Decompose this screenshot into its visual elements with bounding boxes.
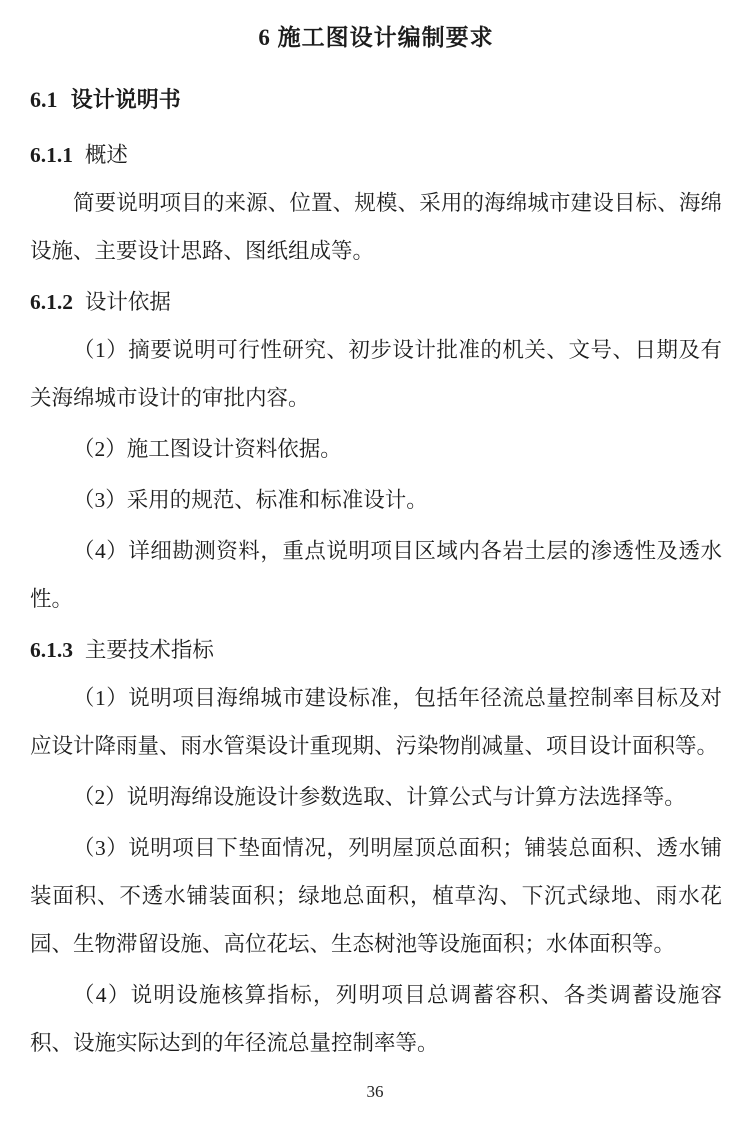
subsection-number: 6.1.3: [30, 638, 73, 662]
paragraph: 简要说明项目的来源、位置、规模、采用的海绵城市建设目标、海绵设施、主要设计思路、图纸组成等。: [30, 191, 722, 263]
paragraph: （1）说明项目海绵城市建设标准，包括年径流总量控制率目标及对应设计降雨量、雨水管渠设计重现期、污染物削减量、项目设计面积等。: [30, 686, 722, 758]
section-number: 6.1: [30, 87, 58, 112]
subsection-title: 设计依据: [84, 290, 171, 314]
subsection-title: 概述: [84, 143, 128, 167]
subsection-heading-6-1-1: [30, 131, 722, 179]
subsection-number: 6.1.1: [30, 143, 73, 167]
subsection-title: 主要技术指标: [84, 638, 214, 662]
paragraph: （2）说明海绵设施设计参数选取、计算公式与计算方法选择等。: [73, 785, 686, 809]
paragraph: （3）说明项目下垫面情况，列明屋顶总面积；铺装总面积、透水铺装面积、不透水铺装面积；绿地总面积，植草沟、下沉式绿地、雨水花园、生物滞留设施、高位花坛、生态树池等设施面积；水体面积等。: [30, 836, 722, 956]
subsection-heading-6-1-2: [30, 278, 722, 326]
paragraph: （4）详细勘测资料，重点说明项目区域内各岩土层的渗透性及透水性。: [30, 539, 722, 611]
subsection-number: 6.1.2: [30, 290, 73, 314]
paragraph: （2）施工图设计资料依据。: [73, 437, 342, 461]
page-number: 36: [366, 1082, 384, 1101]
section-heading: [30, 76, 722, 124]
paragraph: （3）采用的规范、标准和标准设计。: [73, 488, 428, 512]
chapter-title: 6 施工图设计编制要求: [258, 25, 494, 50]
paragraph: （1）摘要说明可行性研究、初步设计批准的机关、文号、日期及有关海绵城市设计的审批内容。: [30, 338, 722, 410]
section-title: 设计说明书: [70, 87, 181, 112]
paragraph: （4）说明设施核算指标，列明项目总调蓄容积、各类调蓄设施容积、设施实际达到的年径流总量控制率等。: [30, 983, 722, 1055]
subsection-heading-6-1-3: [30, 626, 722, 674]
